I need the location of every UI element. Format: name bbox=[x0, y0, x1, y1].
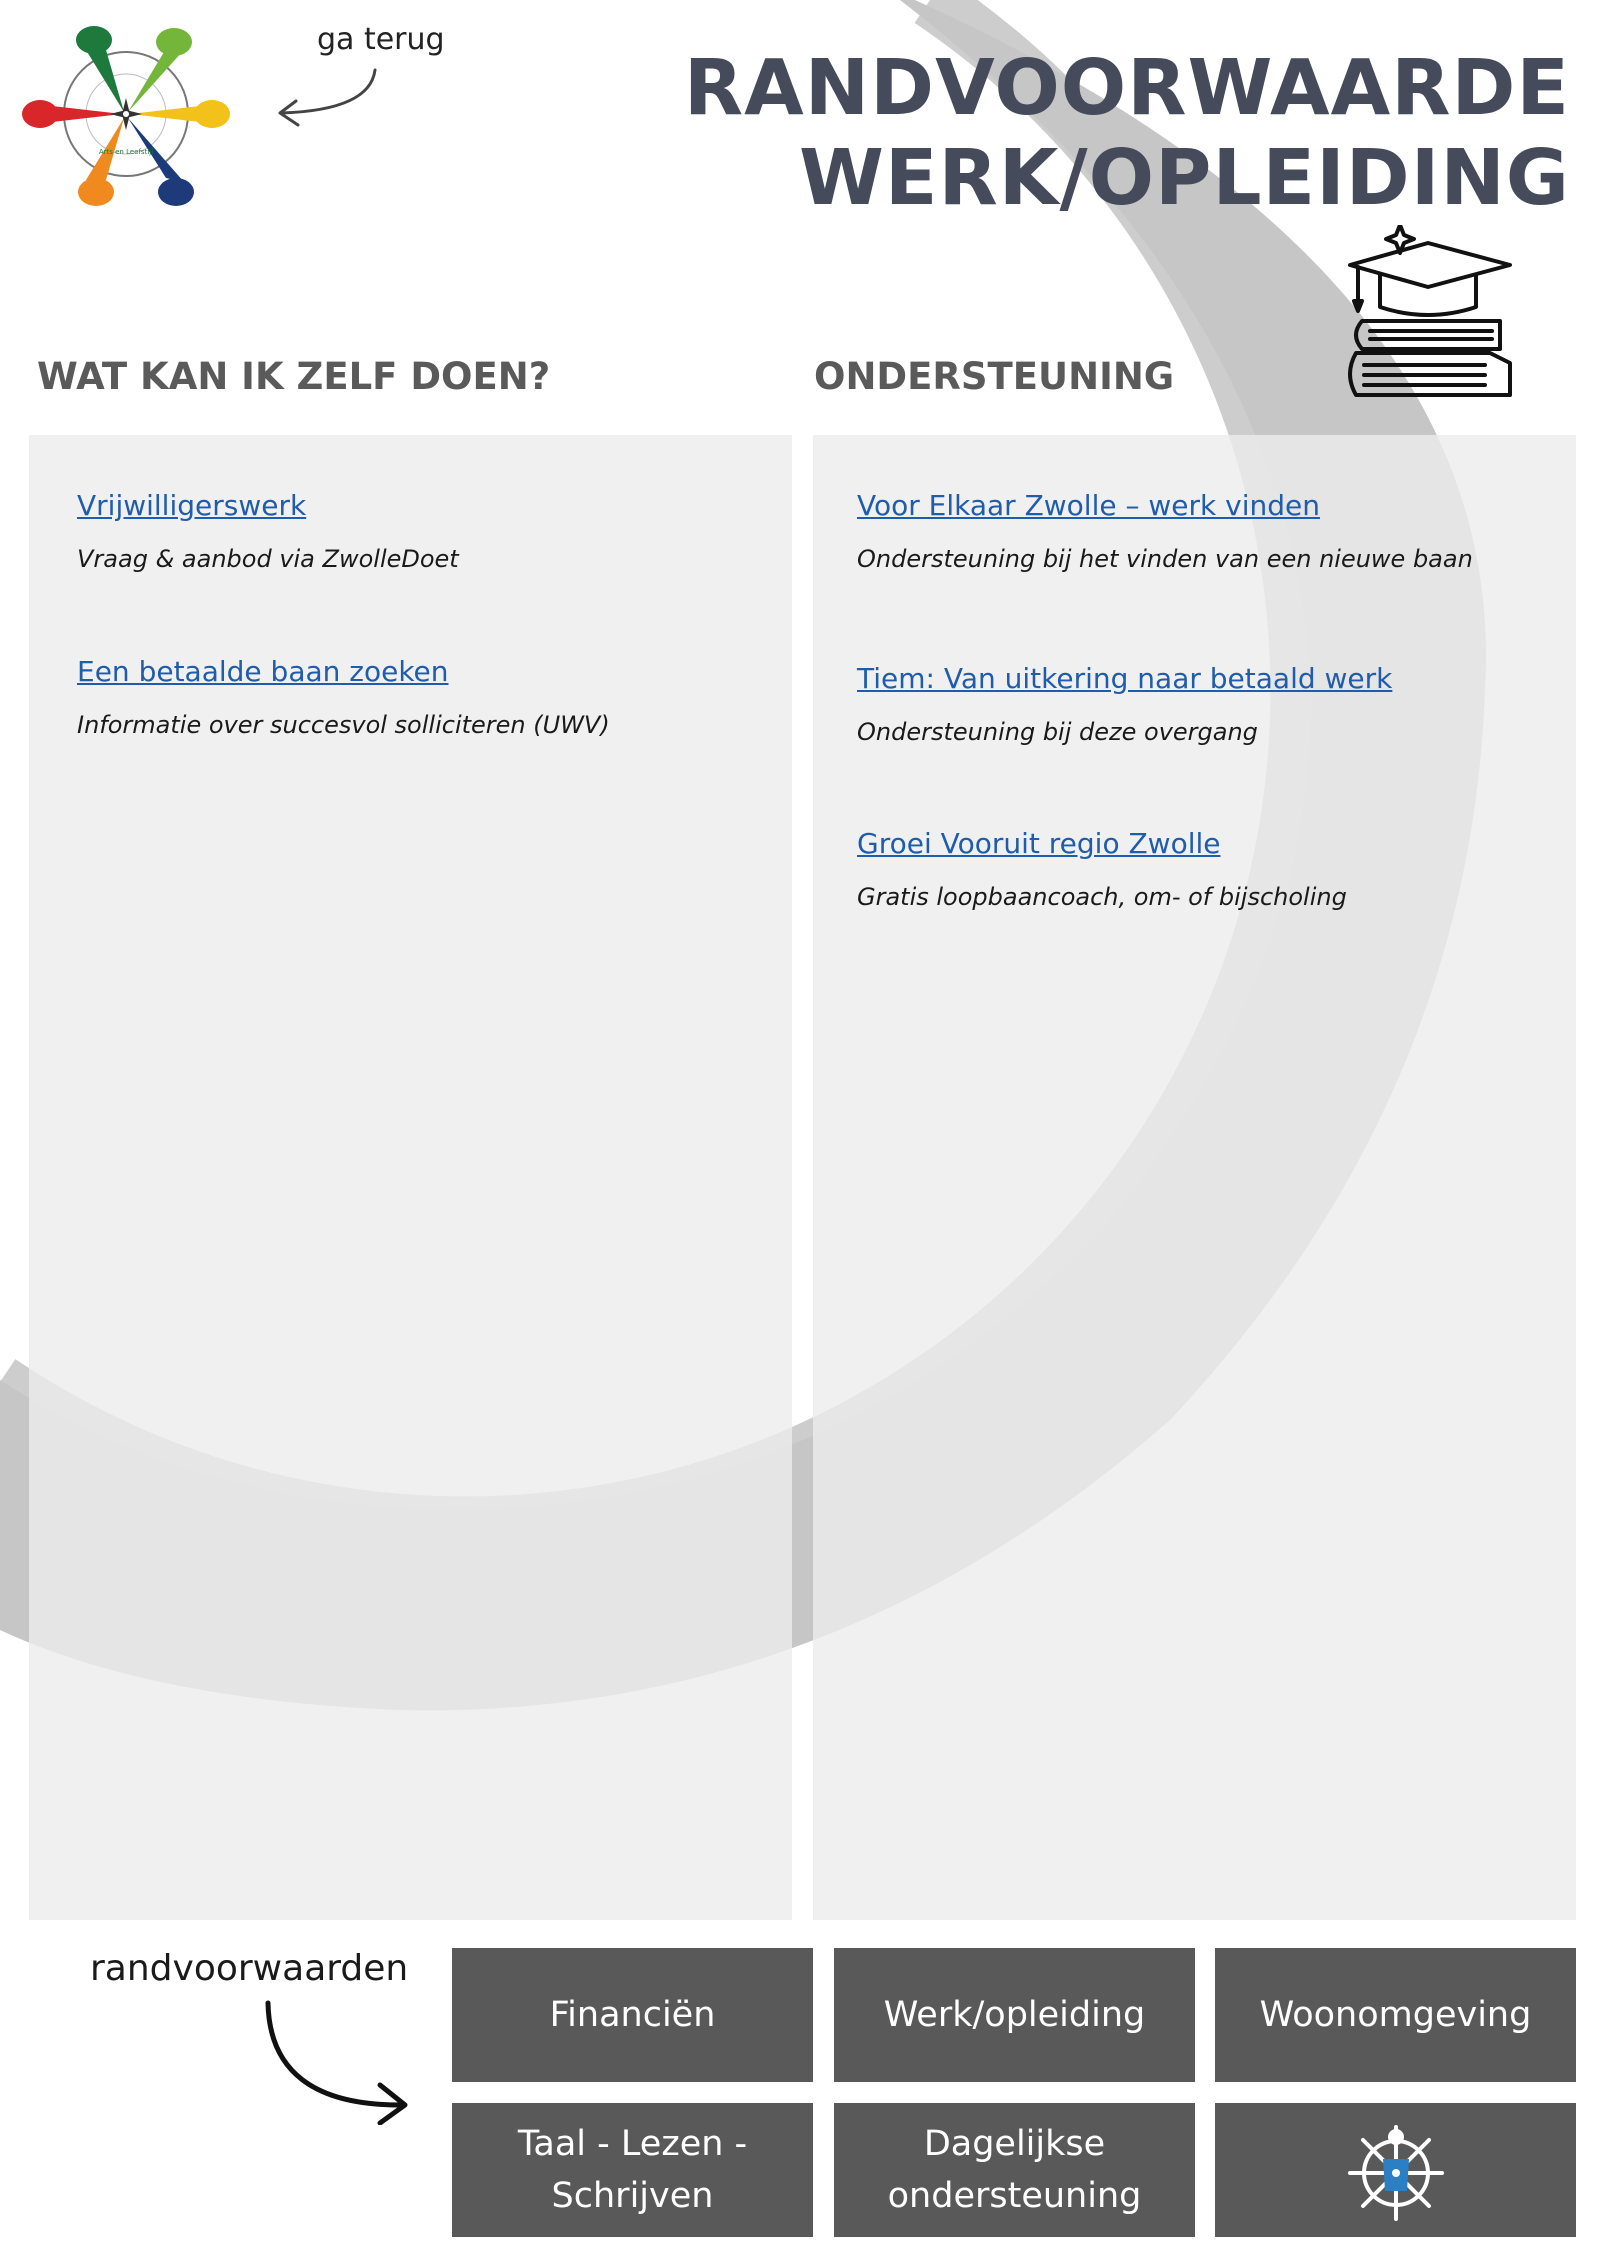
curved-arrow-icon bbox=[250, 1995, 420, 2125]
entry-description: Ondersteuning bij deze overgang bbox=[857, 718, 1258, 746]
entry-description: Ondersteuning bij het vinden van een nieuwe baan bbox=[857, 545, 1473, 573]
entry-description: Informatie over succesvol solliciteren (UWV) bbox=[77, 711, 610, 739]
graduation-cap-books-icon bbox=[1340, 225, 1520, 405]
entry-description: Gratis loopbaancoach, om- of bijscholing bbox=[857, 883, 1347, 911]
tile-financien-button[interactable]: Financiën bbox=[452, 1948, 813, 2082]
list-item bbox=[857, 488, 1473, 574]
randvoorwaarden-label: randvoorwaarden bbox=[90, 1948, 409, 1989]
tile-dagelijkse-ondersteuning-button[interactable]: Dagelijkse ondersteuning bbox=[834, 2103, 1195, 2237]
list-item bbox=[857, 661, 1392, 747]
page-title bbox=[670, 44, 1570, 224]
tile-woonomgeving-button[interactable]: Woonomgeving bbox=[1215, 1948, 1576, 2082]
link-voor-elkaar-zwolle[interactable]: Voor Elkaar Zwolle – werk vinden bbox=[857, 489, 1320, 522]
list-item bbox=[77, 654, 610, 740]
link-groei-vooruit[interactable]: Groei Vooruit regio Zwolle bbox=[857, 827, 1221, 860]
tile-home-button[interactable] bbox=[1215, 2103, 1576, 2237]
heading-wat-kan-ik-zelf-doen: WAT KAN IK ZELF DOEN? bbox=[37, 355, 551, 398]
ship-wheel-person-icon bbox=[1341, 2115, 1451, 2225]
link-betaalde-baan-zoeken[interactable]: Een betaalde baan zoeken bbox=[77, 655, 449, 688]
tile-taal-lezen-schrijven-button[interactable]: Taal - Lezen - Schrijven bbox=[452, 2103, 813, 2237]
link-tiem[interactable]: Tiem: Van uitkering naar betaald werk bbox=[857, 662, 1393, 695]
back-link[interactable]: ga terug bbox=[317, 22, 445, 57]
compass-wheel-logo[interactable] bbox=[14, 14, 238, 212]
logo-center-text: Arts en Leefstijl bbox=[98, 148, 154, 156]
list-item bbox=[857, 826, 1347, 912]
page-title-line-1: RANDVOORWAARDE bbox=[683, 44, 1570, 133]
back-arrow-icon[interactable] bbox=[270, 65, 390, 135]
link-vrijwilligerswerk[interactable]: Vrijwilligerswerk bbox=[77, 489, 307, 522]
entry-description: Vraag & aanbod via ZwolleDoet bbox=[77, 545, 459, 573]
page-title-line-2: WERK/OPLEIDING bbox=[798, 134, 1570, 223]
tile-werk-opleiding-button[interactable]: Werk/opleiding bbox=[834, 1948, 1195, 2082]
right-column-panel bbox=[813, 435, 1576, 1920]
list-item bbox=[77, 488, 459, 574]
heading-ondersteuning: ONDERSTEUNING bbox=[814, 355, 1175, 398]
